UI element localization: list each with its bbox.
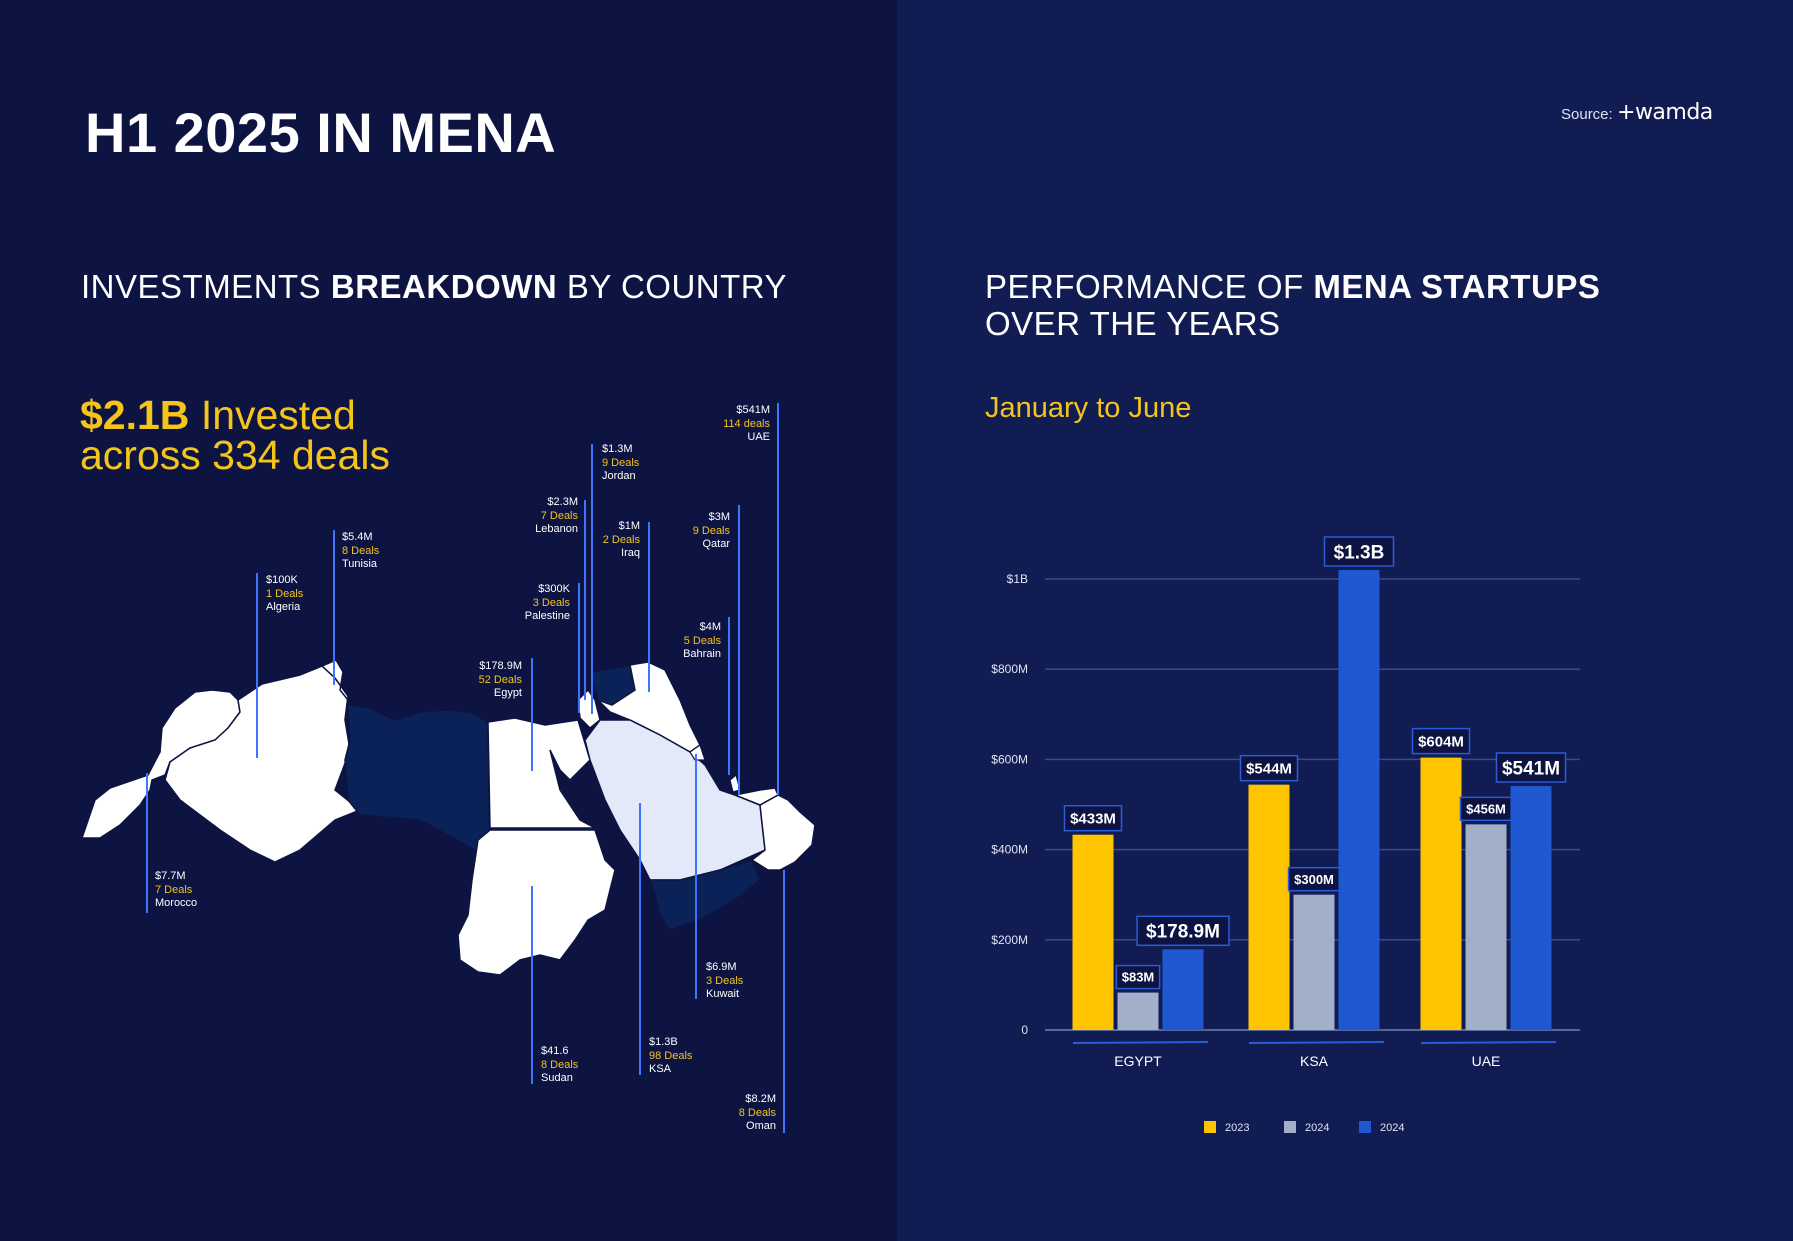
data-label: $456M xyxy=(1466,801,1506,817)
y-tick-label: $400M xyxy=(991,842,1028,857)
category-underline xyxy=(1249,1042,1384,1043)
callout-sudan: $41.6 8 Deals Sudan xyxy=(541,1045,579,1084)
callout-iraq: $1M 2 Deals Iraq xyxy=(602,520,640,559)
y-tick-label: $1B xyxy=(1006,572,1028,586)
data-label: $1.3B xyxy=(1333,542,1385,564)
data-label: $541M xyxy=(1501,758,1561,780)
wamda-logo: +wamda xyxy=(1617,100,1713,125)
y-tick-label: $600M xyxy=(991,752,1028,767)
data-label: $83M xyxy=(1121,969,1155,985)
data-label: $604M xyxy=(1418,733,1464,751)
category-underline xyxy=(1073,1042,1208,1043)
data-label: $433M xyxy=(1070,810,1116,828)
callout-tunisia: $5.4M 8 Deals Tunisia xyxy=(342,531,380,570)
page-title: H1 2025 IN MENA xyxy=(85,101,557,164)
legend-label: 2024 xyxy=(1380,1122,1405,1134)
x-tick-label: KSA xyxy=(1299,1053,1329,1069)
callout-oman: $8.2M 8 Deals Oman xyxy=(738,1093,776,1132)
callout-lebanon: $2.3M 7 Deals Lebanon xyxy=(535,496,578,535)
left-section-title: INVESTMENTS BREAKDOWN BY COUNTRY xyxy=(81,268,788,305)
y-tick-label: $800M xyxy=(991,662,1028,677)
callout-jordan: $1.3M 9 Deals Jordan xyxy=(602,443,640,482)
total-invested: $2.1B Invested across 334 deals xyxy=(80,392,390,478)
category-underline xyxy=(1421,1042,1556,1043)
callout-algeria: $100K 1 Deals Algeria xyxy=(266,574,304,613)
bar xyxy=(1421,758,1462,1030)
y-tick-label: $200M xyxy=(991,932,1028,947)
callout-morocco: $7.7M 7 Deals Morocco xyxy=(155,870,198,909)
chart-subtitle: January to June xyxy=(985,392,1192,424)
callout-egypt: $178.9M 52 Deals Egypt xyxy=(478,660,522,699)
callout-palestine: $300K 3 Deals Palestine xyxy=(524,583,570,622)
callout-ksa: $1.3B 98 Deals KSA xyxy=(649,1036,693,1075)
legend-swatch xyxy=(1204,1121,1216,1133)
bar xyxy=(1249,785,1290,1030)
bar xyxy=(1511,786,1552,1030)
bar xyxy=(1294,895,1335,1030)
bar xyxy=(1073,835,1114,1030)
legend-label: 2024 xyxy=(1305,1122,1330,1134)
data-label: $544M xyxy=(1246,760,1292,778)
callout-kuwait: $6.9M 3 Deals Kuwait xyxy=(706,961,744,1000)
data-label: $300M xyxy=(1294,871,1334,887)
callout-bahrain: $4M 5 Deals Bahrain xyxy=(683,621,721,660)
callout-qatar: $3M 9 Deals Qatar xyxy=(692,511,730,550)
bar xyxy=(1163,949,1204,1030)
data-label: $178.9M xyxy=(1146,921,1220,943)
y-tick-label: 0 xyxy=(1021,1023,1028,1037)
legend-swatch xyxy=(1359,1121,1371,1133)
bar xyxy=(1339,570,1380,1030)
bar xyxy=(1118,993,1159,1030)
x-tick-label: EGYPT xyxy=(1114,1053,1162,1069)
source-label: Source: xyxy=(1561,106,1613,123)
legend-swatch xyxy=(1284,1121,1296,1133)
bar xyxy=(1466,824,1507,1030)
callout-uae: $541M 114 deals UAE xyxy=(723,404,770,443)
x-tick-label: UAE xyxy=(1471,1053,1501,1069)
legend-label: 2023 xyxy=(1225,1122,1250,1134)
right-section-title: PERFORMANCE OF MENA STARTUPS OVER THE YEARS xyxy=(985,268,1601,342)
